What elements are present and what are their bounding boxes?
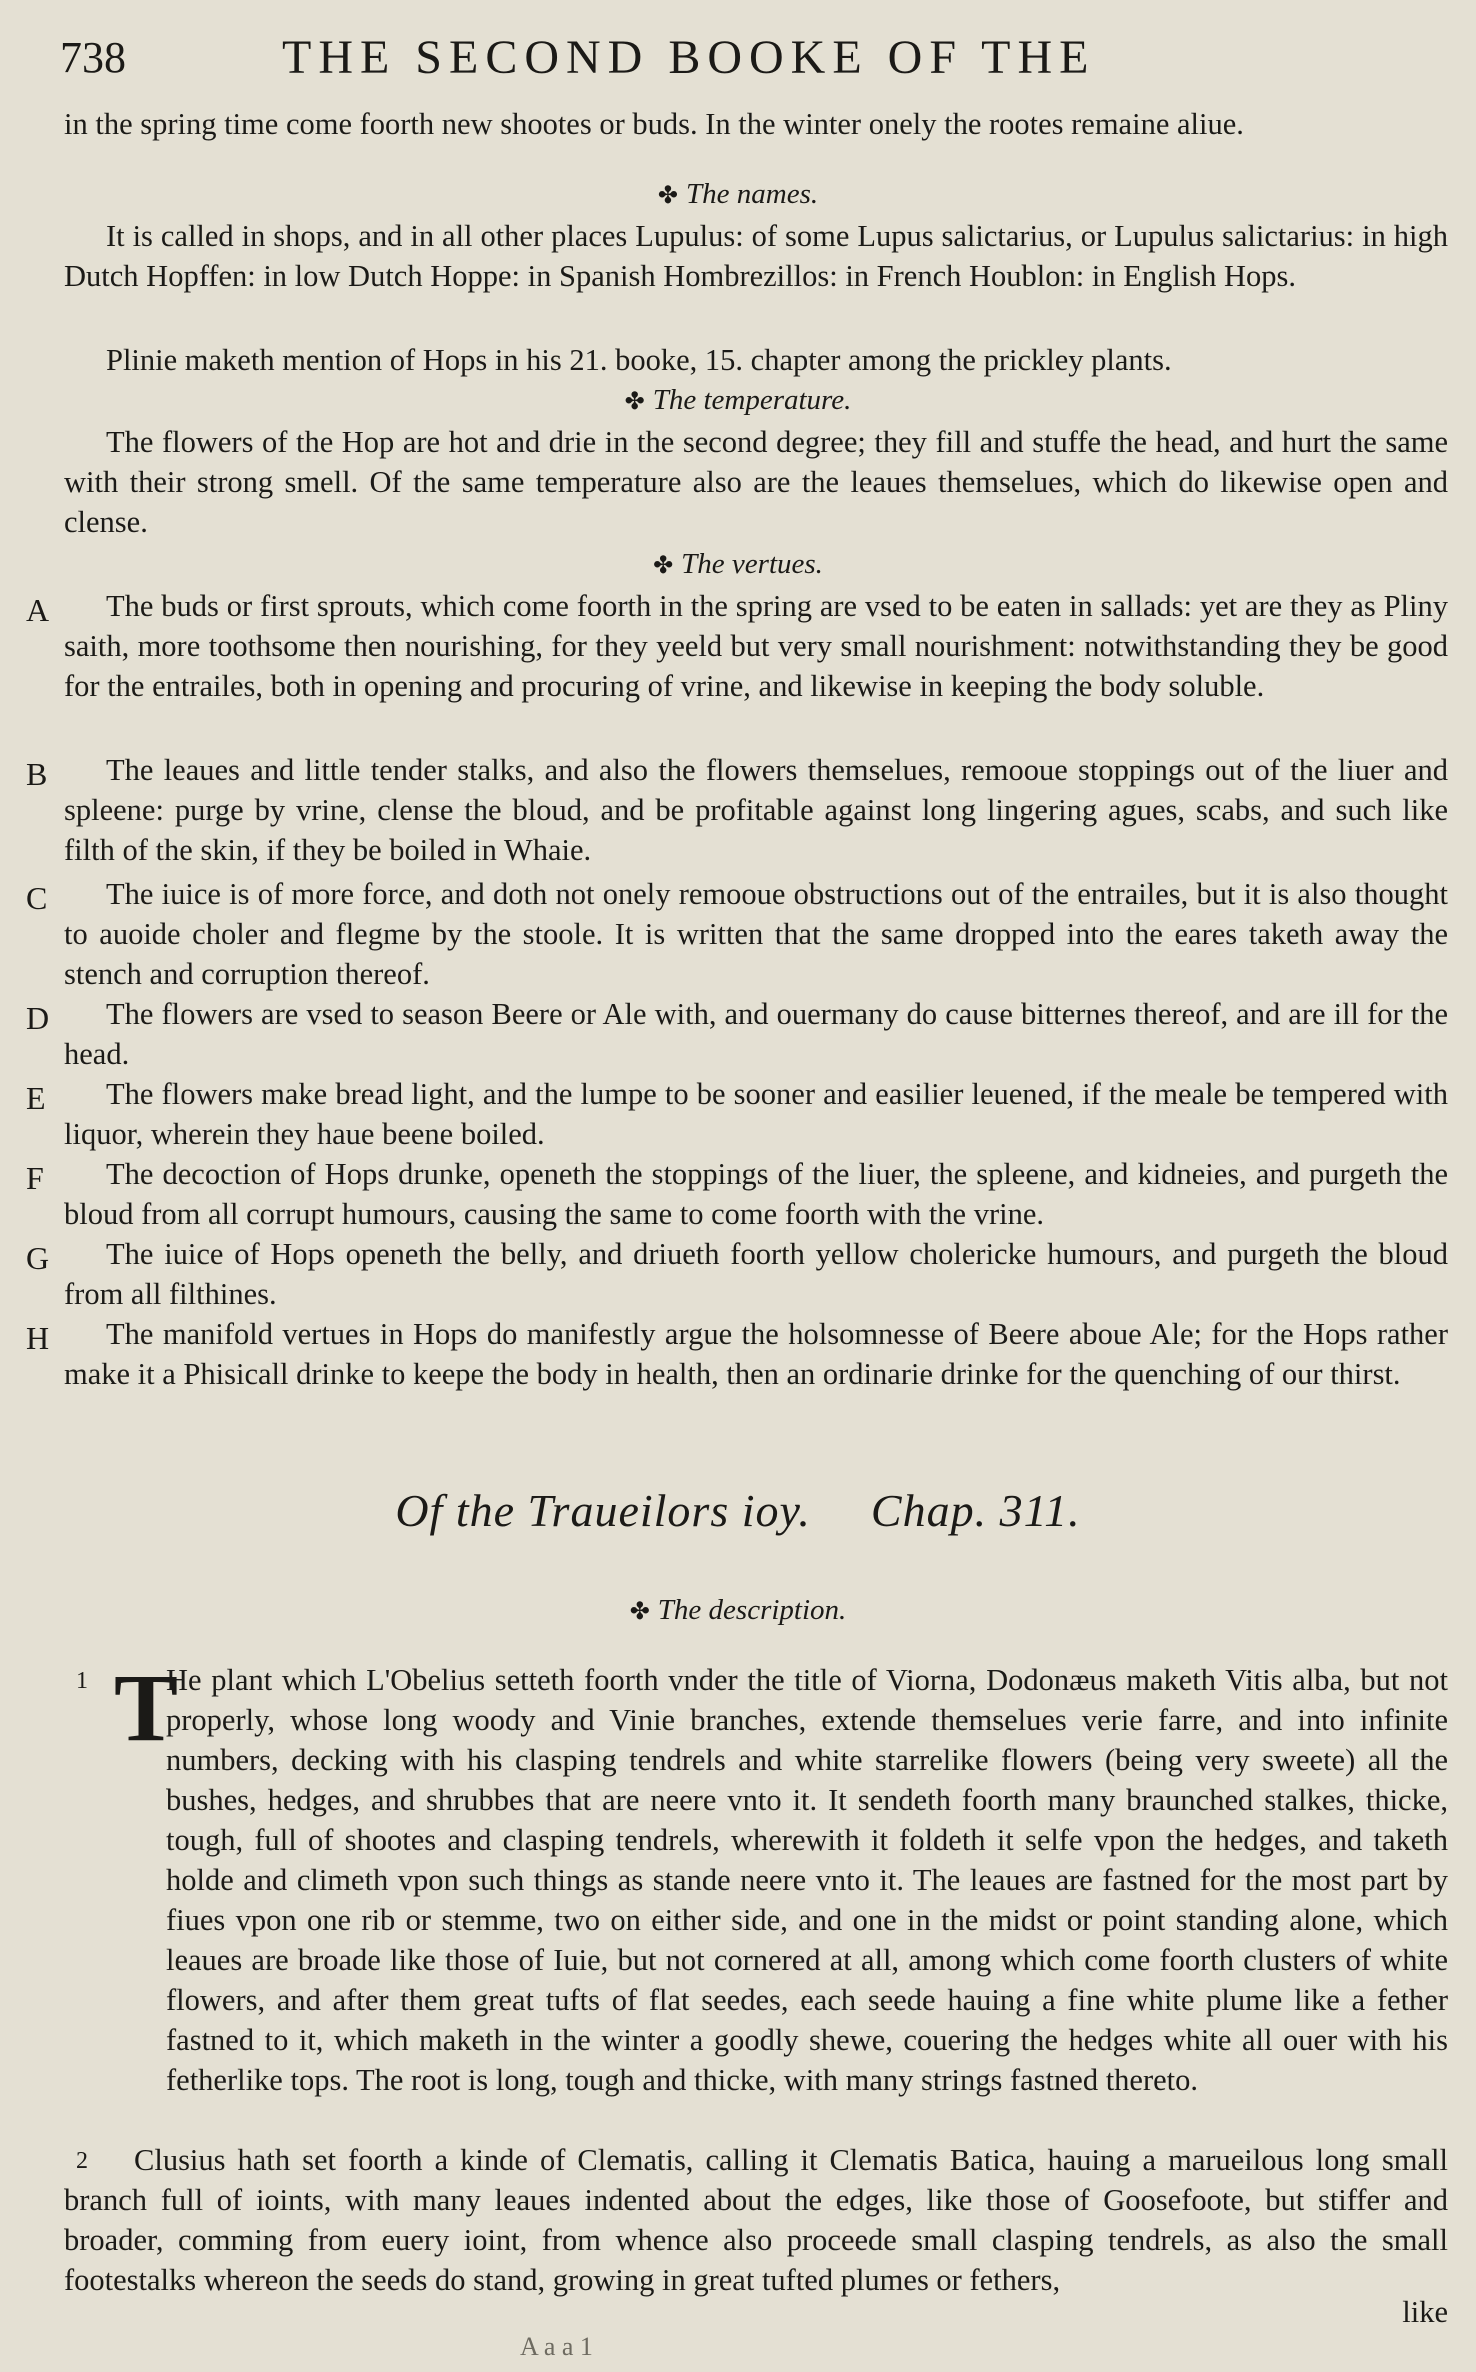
fleuron-icon: ✤ [653, 553, 674, 579]
names-plinie-paragraph: Plinie maketh mention of Hops in his 21. booke, 15. chapter among the prickley plants. [106, 343, 1172, 377]
names-heading: ✤ The names. [657, 178, 819, 210]
margin-letter-d: D [26, 1000, 50, 1036]
margin-letter-b: B [26, 756, 48, 792]
chapter-name: Of the Traueilors ioy. [395, 1485, 811, 1536]
names-paragraph: It is called in shops, and in all other places Lupulus: of some Lupus salictarius, or Lupulus salictarius: in high Dutch Hopffen: in low Dutch Hoppe: in Spanish Hombrezillos: in French Houblon: in English Hops. [64, 219, 1448, 293]
margin-letter-c: C [26, 880, 48, 916]
opening-text: in the spring time come foorth new shootes or buds. In the winter onely the rootes remaine aliue. [64, 107, 1244, 141]
vertue-f-text: The decoction of Hops drunke, openeth the stoppings of the liuer, the spleene, and kidneies, and purgeth the bloud from all corrupt humours, causing the same to come foorth with the vrine. [64, 1157, 1448, 1231]
description-heading: ✤ The description. [629, 1594, 847, 1626]
vertue-g-text: The iuice of Hops openeth the belly, and driueth foorth yellow cholericke humours, and purgeth the bloud from all filthines. [64, 1237, 1448, 1311]
running-head: THE SECOND BOOKE OF THE [282, 31, 1096, 84]
page-number: 738 [60, 33, 126, 82]
catchword: like [1402, 2295, 1448, 2329]
description-paragraph-2: Clusius hath set foorth a kinde of Clematis, calling it Clematis Batica, hauing a marueilous long small branch full of ioints, with many leaues indented about the edges, like those of Goosefoote, but stiffer and broader, comming from euery ioint, from whence also proceede small clasping tendrels, as also the small footestalks whereon the seeds do stand, growing in great tufted plumes or fethers, [64, 2143, 1448, 2297]
vertue-b-text: The leaues and little tender stalks, and also the flowers themselues, remooue stoppings out of the liuer and spleene: purge by vrine, clense the bloud, and be profitable against long lingering agues, scabs, and such like filth of the skin, if they be boiled in Whaie. [64, 753, 1448, 867]
description-paragraph-1: He plant which L'Obelius setteth foorth vnder the title of Viorna, Dodonæus maketh Vitis alba, but not properly, whose long woody and Vinie branches, extende themselues verie farre, and into infinite numbers, decking with his clasping tendrels and white starrelike flowers (being very sweete) all the bushes, hedges, and shrubbes that are neere vnto it. It sendeth foorth many braunched stalkes, thicke, tough, full of shootes and clasping tendrels, wherewith it foldeth it selfe vpon the hedges, and taketh holde and climeth vpon such things as stande neere vnto it. The leaues are fastned for the most part by fiues vpon one rib or stemme, two on either side, and one in the midst or point standing alone, which leaues are broade like those of Iuie, but not cornered at all, among which come foorth clusters of white flowers, and after them great tufts of flat seedes, each seede hauing a fine white plume like a fether fastned to it, which maketh in the winter a goodly shewe, couering the hedges white all ouer with his fetherlike tops. The root is long, tough and thicke, with many strings fastned thereto. [166, 1663, 1448, 2097]
margin-letter-g: G [26, 1240, 50, 1276]
vertue-a-text: The buds or first sprouts, which come foorth in the spring are vsed to be eaten in sallads: yet are they as Pliny saith, more toothsome then nourishing, for they yeeld but very small nourishment: notwithstanding they be good for the entrailes, both in opening and procuring of vrine, and likewise in keeping the body soluble. [64, 589, 1448, 703]
section-number-1: 1 [76, 1668, 88, 1694]
drop-cap: T [114, 1654, 179, 1761]
margin-letter-f: F [26, 1160, 44, 1196]
vertue-e-text: The flowers make bread light, and the lumpe to be sooner and easilier leuened, if the meale be tempered with liquor, wherein they haue beene boiled. [64, 1077, 1448, 1151]
vertue-d-text: The flowers are vsed to season Beere or Ale with, and ouermany do cause bitternes thereof, and are ill for the head. [64, 997, 1448, 1071]
vertue-h-text: The manifold vertues in Hops do manifestly argue the holsomnesse of Beere aboue Ale; for the Hops rather make it a Phisicall drinke to keepe the body in health, then an ordinarie drinke for the quenching of our thirst. [64, 1317, 1448, 1391]
chapter-number: Chap. 311. [870, 1485, 1081, 1536]
fleuron-icon: ✤ [657, 183, 678, 209]
temperature-heading: ✤ The temperature. [624, 384, 852, 416]
margin-letter-h: H [26, 1320, 50, 1356]
fleuron-icon: ✤ [629, 1599, 650, 1625]
margin-letter-e: E [26, 1080, 46, 1116]
section-number-2: 2 [76, 2148, 88, 2174]
chapter-title [0, 1484, 1476, 1537]
temperature-paragraph: The flowers of the Hop are hot and drie in the second degree; they fill and stuffe the head, and hurt the same with their strong smell. Of the same temperature also are the leaues themselues, which do likewise open and clense. [64, 425, 1448, 539]
page-header [0, 30, 1476, 90]
vertues-heading: ✤ The vertues. [653, 548, 823, 580]
vertue-c-text: The iuice is of more force, and doth not onely remooue obstructions out of the entrailes, but it is also thought to auoide choler and flegme by the stoole. It is written that the same dropped into the eares taketh away the stench and corruption thereof. [64, 877, 1448, 991]
signature-mark: A a a 1 [520, 2332, 593, 2361]
margin-letter-a: A [26, 592, 50, 628]
fleuron-icon: ✤ [624, 389, 645, 415]
